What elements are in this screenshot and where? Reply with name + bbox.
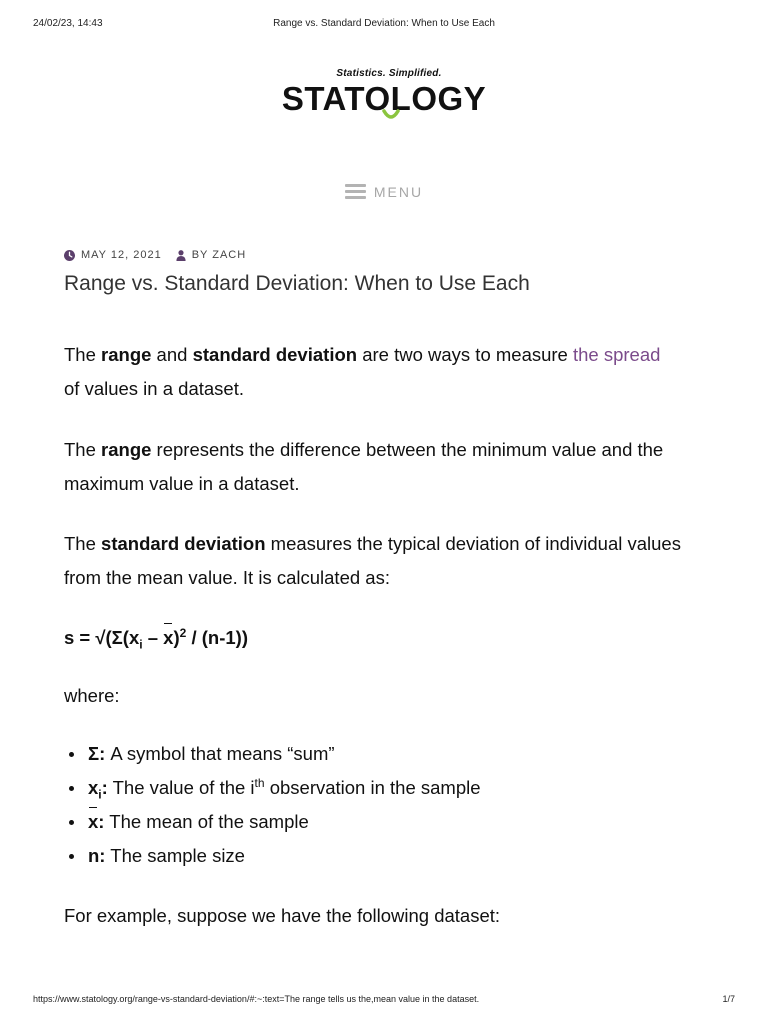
site-tagline: Statistics. Simplified. [336, 68, 442, 79]
list-item: n: The sample size [88, 839, 481, 873]
post-author[interactable]: BY ZACH [191, 249, 247, 261]
example-paragraph: For example, suppose we have the following dataset: [64, 905, 501, 926]
list-item: $x_i$: The value of the $i^{th}$ observation in the sample [88, 771, 481, 805]
print-page-title: Range vs. Standard Deviation: When to Use Each [273, 18, 495, 29]
where-label: where: [64, 685, 120, 706]
menu-toggle[interactable] [0, 181, 768, 202]
logo-text: STATOLOGY [281, 80, 487, 117]
the-spread-link[interactable]: the spread [572, 344, 661, 365]
print-timestamp: 24/02/23, 14:43 [33, 18, 103, 29]
hamburger-icon [345, 181, 366, 202]
definitions-list [64, 737, 481, 873]
logo-wordmark [282, 81, 486, 117]
post-title: Range vs. Standard Deviation: When to Use Each [64, 272, 530, 295]
logo-smile-icon [381, 109, 401, 121]
range-paragraph: The range represents the difference between the minimum value and the maximum value in a dataset. [64, 439, 664, 494]
stddev-formula: $s = √(\Sigma(x_i - x)^2 / (n-1))$ [64, 621, 248, 655]
intro-paragraph: The range and standard deviation are two ways to measure the spread of values in a dataset. [64, 344, 661, 399]
post-date[interactable]: MAY 12, 2021 [81, 249, 162, 261]
clock-icon [64, 250, 75, 261]
menu-label: MENU [373, 183, 424, 200]
site-logo[interactable] [0, 68, 768, 117]
list-item: Σ: A symbol that means “sum” [88, 737, 481, 771]
list-item: x: The mean of the sample [88, 805, 481, 839]
print-url: https://www.statology.org/range-vs-standard-deviation/#:~:text=The range tells us the,mean value in the dataset. [33, 994, 480, 1004]
post-meta [64, 249, 246, 261]
user-icon [176, 250, 186, 261]
stddev-paragraph: The standard deviation measures the typical deviation of individual values from the mean value. It is calculated as: [64, 533, 681, 588]
page-number: 1/7 [722, 994, 735, 1004]
